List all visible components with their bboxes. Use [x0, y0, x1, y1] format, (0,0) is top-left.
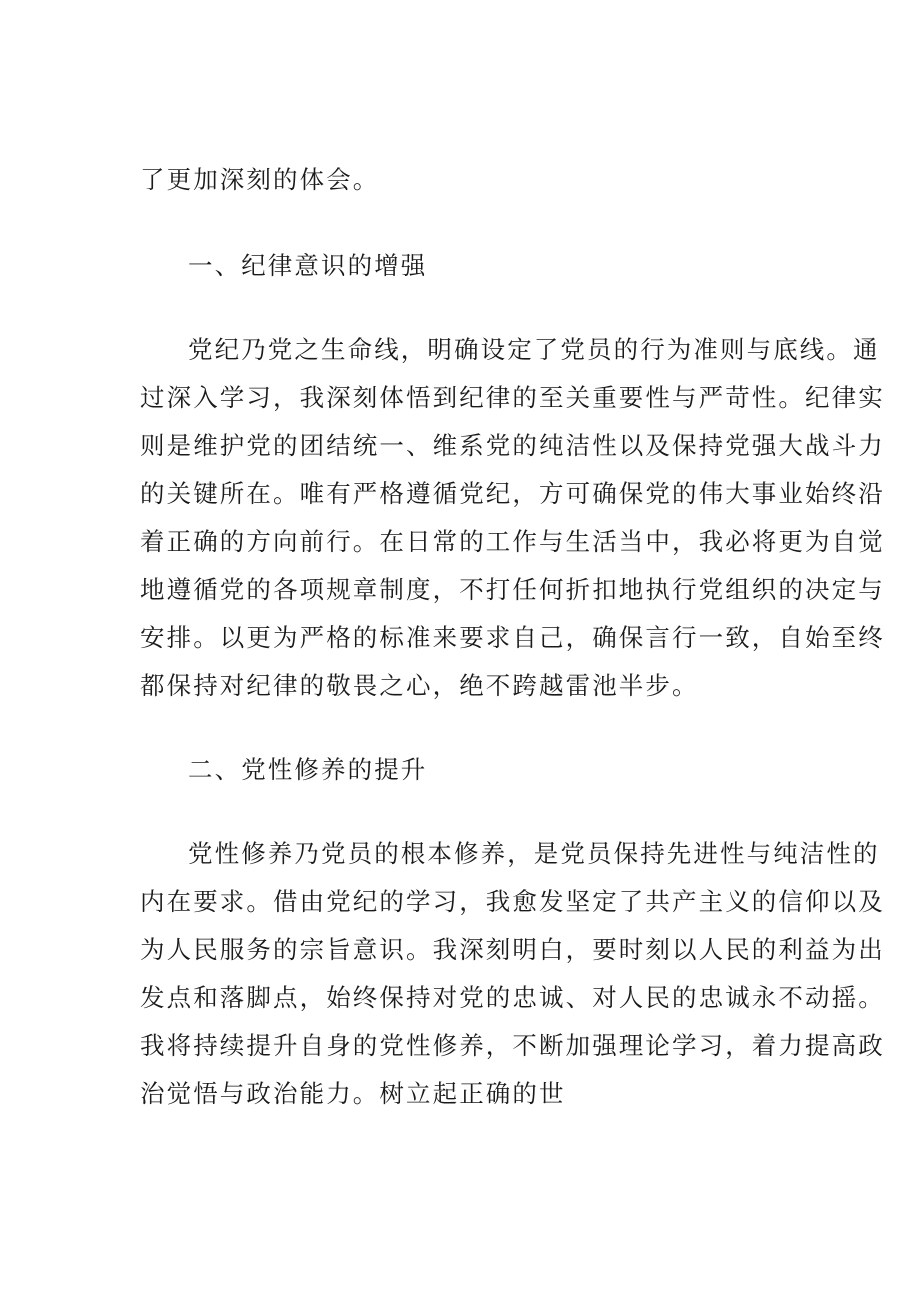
text-line: 发点和落脚点，始终保持对党的忠诚、对人民的忠诚永不动摇。	[140, 983, 885, 1012]
text-line: 为人民服务的宗旨意识。我深刻明白，要时刻以人民的利益为出	[140, 935, 885, 964]
text-line: 地遵循党的各项规章制度，不打任何折扣地执行党组织的决定与	[140, 575, 885, 604]
text-line: 则是维护党的团结统一、维系党的纯洁性以及保持党强大战斗力	[140, 431, 885, 460]
text-line: 过深入学习，我深刻体悟到纪律的至关重要性与严苛性。纪律实	[140, 383, 885, 412]
text-line: 治觉悟与政治能力。树立起正确的世	[140, 1079, 566, 1108]
text-line: 安排。以更为严格的标准来要求自己，确保言行一致，自始至终	[140, 623, 885, 652]
text-line: 了更加深刻的体会。	[140, 165, 380, 194]
text-line: 我将持续提升自身的党性修养，不断加强理论学习，着力提高政	[140, 1031, 885, 1060]
text-line: 党性修养乃党员的根本修养，是党员保持先进性与纯洁性的	[188, 839, 880, 868]
section-heading: 二、党性修养的提升	[188, 755, 428, 784]
text-line: 党纪乃党之生命线，明确设定了党员的行为准则与底线。通	[188, 335, 880, 364]
section-heading: 一、纪律意识的增强	[188, 251, 428, 280]
text-line: 着正确的方向前行。在日常的工作与生活当中，我必将更为自觉	[140, 527, 885, 556]
text-line: 内在要求。借由党纪的学习，我愈发坚定了共产主义的信仰以及	[140, 887, 885, 916]
text-line: 都保持对纪律的敬畏之心，绝不跨越雷池半步。	[140, 671, 699, 700]
text-line: 的关键所在。唯有严格遵循党纪，方可确保党的伟大事业始终沿	[140, 479, 885, 508]
